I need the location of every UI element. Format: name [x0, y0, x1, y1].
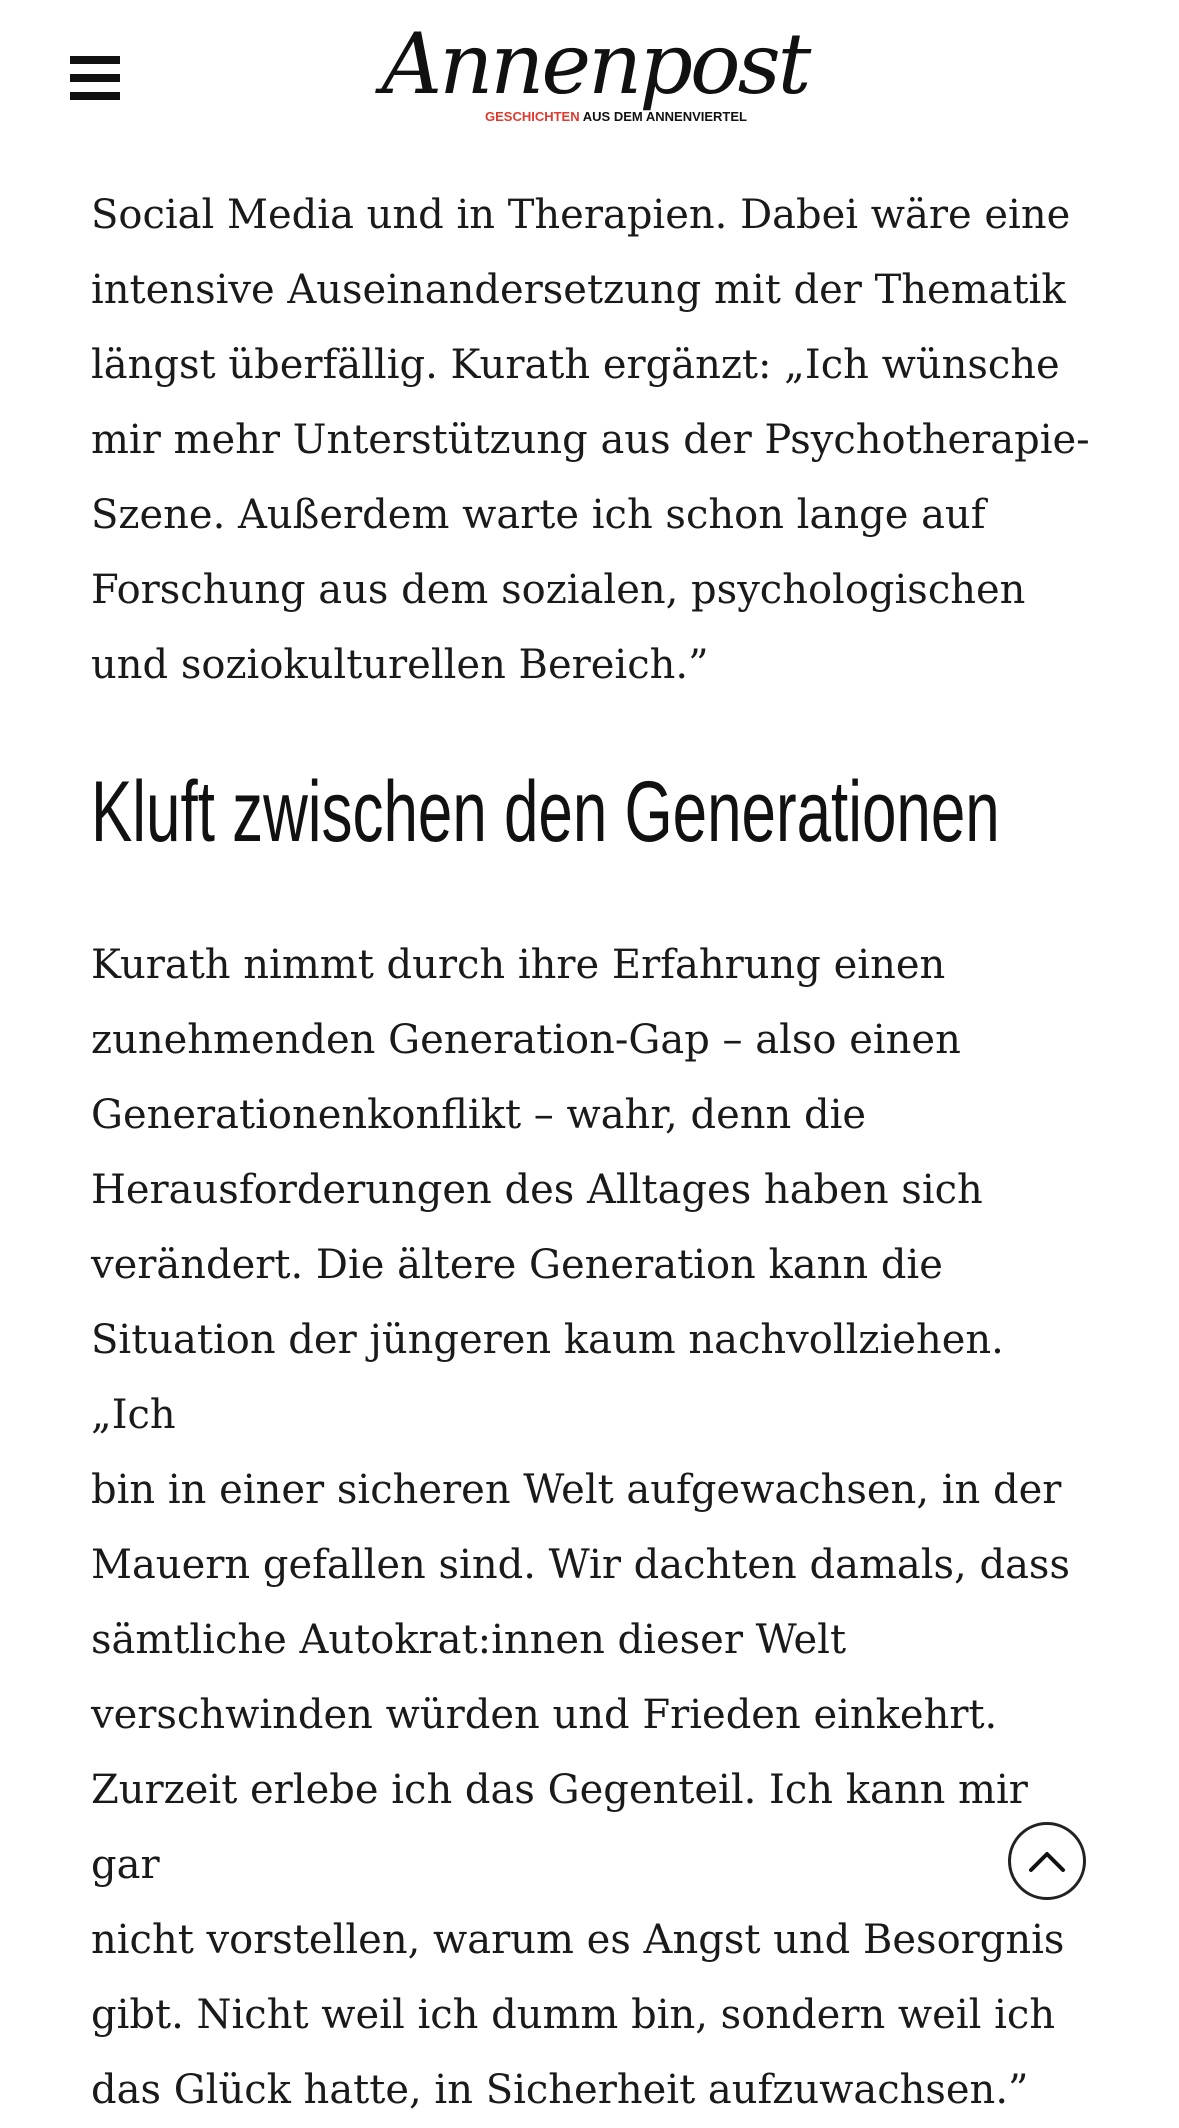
logo-tagline-highlight: GESCHICHTEN: [485, 109, 580, 124]
logo-tagline-middle: AUS DEM: [582, 109, 643, 124]
menu-bar: [70, 74, 120, 82]
logo-tagline: [485, 110, 747, 124]
article-paragraph: Kurath nimmt durch ihre Erfahrung einen zunehmenden Generation-Gap – also einen Generationenkonflikt – wahr, denn die Herausforderungen des Alltages haben sich verändert. Die ältere Generation kann die Situation der jüngeren kaum nachvollziehen. „Ich bin in einer sicheren Welt aufgewachsen, in der Mauern gefallen sind. Wir dachten damals, dass sämtliche Autokrat:innen dieser Welt verschwinden würden und Frieden einkehrt. Zurzeit erlebe ich das Gegenteil. Ich kann mir gar nicht vorstellen, warum es Angst und Besorgnis gibt. Nicht weil ich dumm bin, sondern weil ich das Glück hatte, in Sicherheit aufzuwachsen.”: [91, 942, 1070, 2113]
chevron-up-icon: [1027, 1848, 1067, 1874]
menu-bar: [70, 92, 120, 100]
section-heading: Kluft zwischen den Generationen: [91, 764, 1000, 860]
article-paragraph: Social Media und in Therapien. Dabei wäre eine intensive Auseinandersetzung mit der Thematik längst überfällig. Kurath ergänzt: „Ich wünsche mir mehr Unterstützung aus der Psychotherapie- Szene. Außerdem warte ich schon lange auf Forschung aus dem sozialen, psychologischen und soziokulturellen Bereich.”: [91, 192, 1090, 688]
scroll-to-top-button[interactable]: [1008, 1822, 1086, 1900]
logo-tagline-end: ANNENVIERTEL: [645, 109, 747, 124]
logo-wordmark: Annenpost: [381, 15, 809, 113]
hamburger-menu-icon[interactable]: [70, 56, 120, 100]
site-header: [0, 0, 1179, 148]
site-logo[interactable]: [380, 15, 810, 138]
menu-bar: [70, 56, 120, 64]
